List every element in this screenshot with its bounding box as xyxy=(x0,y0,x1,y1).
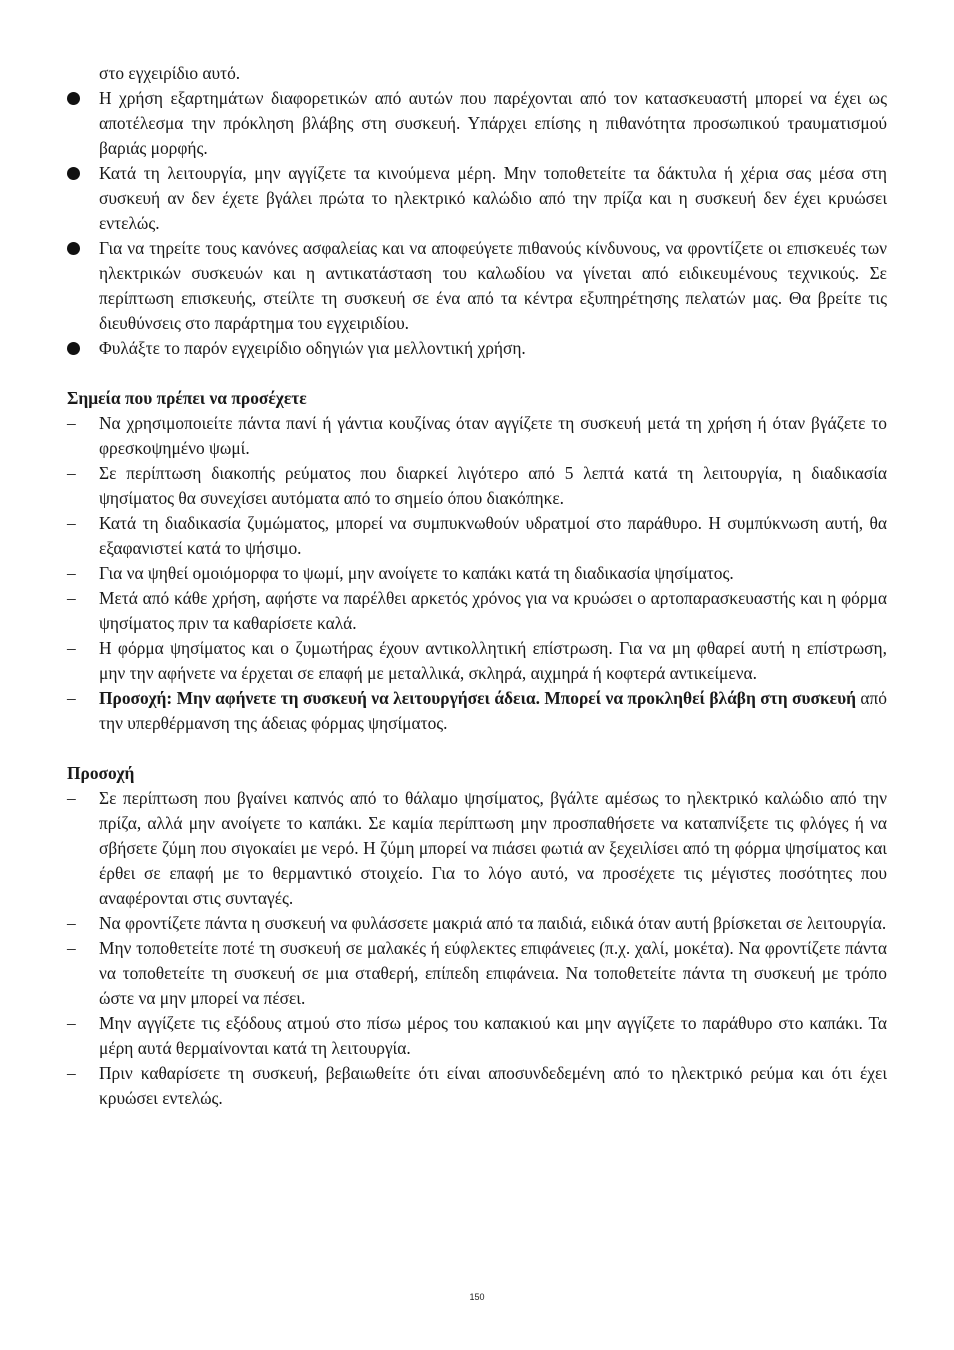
bullet-list xyxy=(67,86,887,361)
list-item: – Για να ψηθεί ομοιόμορφα το ψωμί, μην ανοίγετε το καπάκι κατά τη διαδικασία ψησίματος. xyxy=(67,561,887,586)
bullet-item: Η χρήση εξαρτημάτων διαφορετικών από αυτών που παρέχονται από τον κατασκευαστή μπορεί να έχει ως αποτέλεσμα την πρόκληση βλάβης στη συσκευή. Υπάρχει επίσης η πιθανότητα προσωπικού τραυματισμού βαριάς μορφής. xyxy=(67,86,887,161)
dash-list xyxy=(67,411,887,736)
dash-marker: – xyxy=(67,913,76,933)
list-item: – Σε περίπτωση διακοπής ρεύματος που διαρκεί λιγότερο από 5 λεπτά κατά τη λειτουργία, η διαδικασία ψησίματος θα συνεχίσει αυτόματα από το σημείο όπου διακόπηκε. xyxy=(67,463,887,508)
dash-marker: – xyxy=(67,1013,76,1033)
dash-marker: – xyxy=(67,788,76,808)
dash-list xyxy=(67,786,887,1111)
list-item: – Να χρησιμοποιείτε πάντα πανί ή γάντια κουζίνας όταν αγγίζετε τη συσκευή μετά τη χρήση ή όταν βγάζετε το φρεσκοψημένο ψωμί. xyxy=(67,413,887,458)
dash-marker: – xyxy=(67,938,76,958)
list-item: – Μην αγγίζετε τις εξόδους ατμού στο πίσω μέρος του καπακιού και μην αγγίζετε το παράθυρο στο καπάκι. Τα μέρη αυτά θερμαίνονται κατά τη λειτουργία. xyxy=(67,1013,887,1058)
list-item: – Η φόρμα ψησίματος και ο ζυμωτήρας έχουν αντικολλητική επίστρωση. Για να μη φθαρεί αυτή η επίστρωση, μην την αφήνετε να έρχεται σε επαφή με μεταλλικά, σκληρά, αιχμηρά ή κοφτερά αντικείμενα. xyxy=(67,638,887,683)
bullet-dot-icon xyxy=(67,342,80,355)
dash-marker: – xyxy=(67,463,76,483)
page-number: 150 xyxy=(469,1292,485,1302)
dash-marker: – xyxy=(67,413,76,433)
list-item: – Πριν καθαρίσετε τη συσκευή, βεβαιωθείτε ότι είναι αποσυνδεδεμένη από το ηλεκτρικό ρεύμα και ότι έχει κρυώσει εντελώς. xyxy=(67,1063,887,1108)
list-item: – Μην τοποθετείτε ποτέ τη συσκευή σε μαλακές ή εύφλεκτες επιφάνειες (π.χ. χαλί, μοκέτα). Να φροντίζετε πάντα να τοποθετείτε τη συσκευή σε μια σταθερή, επίπεδη επιφάνεια. Να τοποθετείτε πάντα τη συσκευή με τρόπο ώστε να μην μπορεί να πέσει. xyxy=(67,938,887,1008)
spacer xyxy=(67,736,887,761)
dash-marker: – xyxy=(67,688,76,708)
warning-rest-text: από την υπερθέρμανση της άδειας φόρμας ψησίματος. xyxy=(99,688,888,733)
warning-bold-text: Προσοχή: Μην αφήνετε τη συσκευή να λειτουργήσει άδεια. Μπορεί να προκληθεί βλάβη στη συσκευή xyxy=(99,688,856,708)
list-item: – Σε περίπτωση που βγαίνει καπνός από το θάλαμο ψησίματος, βγάλτε αμέσως το ηλεκτρικό καλώδιο από την πρίζα, αλλά μην ανοίγετε το καπάκι. Σε καμία περίπτωση μην προσπαθήσετε να καταπνίξετε τις φλόγες ή να σβήσετε ζύμη που σιγοκαίει με νερό. Η ζύμη μπορεί να πιάσει φωτιά αν ξεχειλίσει από τη φόρμα ψησίματος και έρθει σε επαφή με το θερμαντικό στοιχείο. Για το λόγο αυτό, να προσέχετε τις μέγιστες ποσότητες που αναφέρονται στις συνταγές. xyxy=(67,788,887,908)
section-heading: Προσοχή xyxy=(67,763,135,783)
spacer xyxy=(67,361,887,386)
bullet-dot-icon xyxy=(67,242,80,255)
bullet-item: Φυλάξτε το παρόν εγχειρίδιο οδηγιών για μελλοντική χρήση. xyxy=(67,336,887,361)
list-item: – Μετά από κάθε χρήση, αφήστε να παρέλθει αρκετός χρόνος για να κρυώσει ο αρτοπαρασκευαστής και η φόρμα ψησίματος πριν τα καθαρίσετε καλά. xyxy=(67,588,887,633)
bullet-item: Για να τηρείτε τους κανόνες ασφαλείας και να αποφεύγετε πιθανούς κίνδυνους, να φροντίζετε οι επισκευές των ηλεκτρικών συσκευών και η αντικατάσταση του καλωδίου να γίνεται από ειδικευμένους τεχνικούς. Σε περίπτωση επισκευής, στείλτε τη συσκευή σε ένα από τα κέντρα εξυπηρέτησης πελατών μας. Θα βρείτε τις διευθύνσεις στο παράρτημα του εγχειριδίου. xyxy=(67,236,887,336)
dash-marker: – xyxy=(67,588,76,608)
dash-marker: – xyxy=(67,638,76,658)
dash-marker: – xyxy=(67,563,76,583)
bullet-dot-icon xyxy=(67,92,80,105)
bullet-dot-icon xyxy=(67,167,80,180)
dash-marker: – xyxy=(67,513,76,533)
document-page xyxy=(67,61,887,1111)
section-heading: Σημεία που πρέπει να προσέχετε xyxy=(67,388,307,408)
bullet-item: Κατά τη λειτουργία, μην αγγίζετε τα κινούμενα μέρη. Μην τοποθετείτε τα δάκτυλα ή χέρια σας μέσα στη συσκευή αν δεν έχετε βγάλει πρώτα το ηλεκτρικό καλώδιο από την πρίζα και η συσκευή δεν έχει κρυώσει εντελώς. xyxy=(67,161,887,236)
dash-marker: – xyxy=(67,1063,76,1083)
warning-item xyxy=(67,686,887,736)
list-item: – Να φροντίζετε πάντα η συσκευή να φυλάσσετε μακριά από τα παιδιά, ειδικά όταν αυτή βρίσκεται σε λειτουργία. xyxy=(67,911,887,936)
list-item: – Κατά τη διαδικασία ζυμώματος, μπορεί να συμπυκνωθούν υδρατμοί στο παράθυρο. Η συμπύκνωση αυτή, θα εξαφανιστεί κατά το ψήσιμο. xyxy=(67,513,887,558)
continuation-text: στο εγχειρίδιο αυτό. xyxy=(99,63,241,83)
